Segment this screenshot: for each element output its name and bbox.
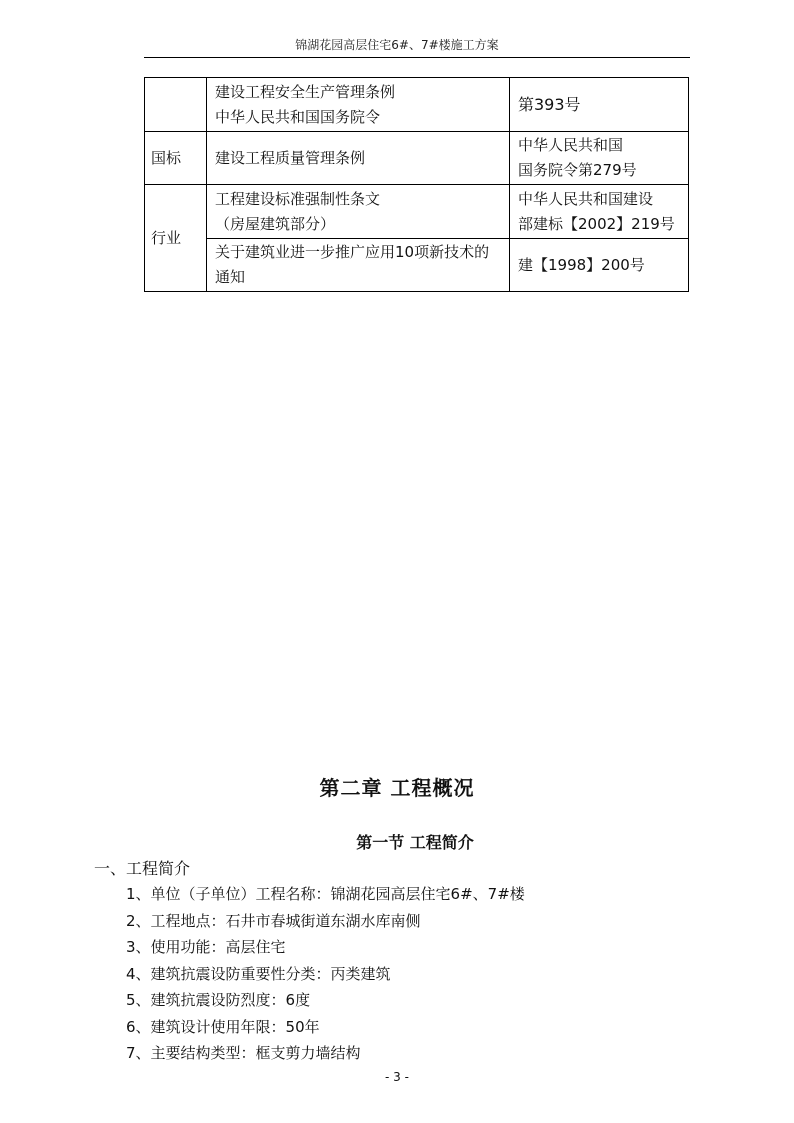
category-cell: 行业 bbox=[145, 185, 207, 292]
list-item: 7、主要结构类型：框支剪力墙结构 bbox=[126, 1044, 361, 1062]
standard-name-line: 中华人民共和国国务院令 bbox=[215, 107, 381, 126]
standard-name-line: 建设工程安全生产管理条例 bbox=[215, 82, 396, 101]
list-item: 4、建筑抗震设防重要性分类：丙类建筑 bbox=[126, 964, 391, 983]
page-number: - 3 - bbox=[385, 1070, 409, 1084]
standard-name-line: 建设工程质量管理条例 bbox=[215, 148, 366, 167]
standards-table bbox=[144, 77, 689, 292]
list-item: 6、建筑设计使用年限：50年 bbox=[126, 1017, 320, 1036]
list-item: 2、工程地点：石井市春城街道东湖水库南侧 bbox=[126, 911, 421, 930]
list-item: 1、单位（子单位）工程名称：锦湖花园高层住宅6#、7#楼 bbox=[126, 885, 525, 903]
reference-line: 中华人民共和国建设 bbox=[518, 189, 654, 208]
overview-list bbox=[126, 881, 525, 1067]
table-row bbox=[145, 239, 689, 292]
table-row bbox=[145, 185, 689, 239]
standard-name-line: 关于建筑业进一步推广应用10项新技术的 bbox=[215, 243, 490, 261]
chapter-title: 第二章 工程概况 bbox=[319, 776, 475, 800]
category-cell: 国标 bbox=[145, 132, 207, 185]
reference-cell bbox=[510, 78, 689, 132]
standard-name-cell bbox=[207, 239, 510, 292]
table-row bbox=[145, 78, 689, 132]
standard-name-cell bbox=[207, 132, 510, 185]
header-rule bbox=[144, 57, 690, 58]
reference-cell bbox=[510, 132, 689, 185]
reference-line: 中华人民共和国 bbox=[518, 136, 624, 154]
section-title: 第一节 工程简介 bbox=[356, 833, 474, 852]
reference-cell bbox=[510, 185, 689, 239]
overview-heading: 一、工程简介 bbox=[94, 859, 191, 878]
list-item: 3、使用功能：高层住宅 bbox=[126, 938, 286, 956]
reference-line: 第393号 bbox=[518, 95, 581, 114]
reference-cell bbox=[510, 239, 689, 292]
reference-line: 部建标【2002】219号 bbox=[518, 214, 675, 233]
standard-name-cell bbox=[207, 78, 510, 132]
reference-line: 国务院令第279号 bbox=[518, 161, 637, 179]
standard-name-line: （房屋建筑部分） bbox=[215, 214, 336, 233]
page-header: 锦湖花园高层住宅6#、7#楼施工方案 bbox=[295, 38, 499, 52]
category-cell bbox=[145, 78, 207, 132]
reference-line: 建【1998】200号 bbox=[518, 255, 645, 274]
standard-name-line: 通知 bbox=[215, 268, 246, 286]
table-row bbox=[145, 132, 689, 185]
list-item: 5、建筑抗震设防烈度：6度 bbox=[126, 991, 311, 1009]
standard-name-cell bbox=[207, 185, 510, 239]
standard-name-line: 工程建设标准强制性条文 bbox=[215, 189, 381, 208]
